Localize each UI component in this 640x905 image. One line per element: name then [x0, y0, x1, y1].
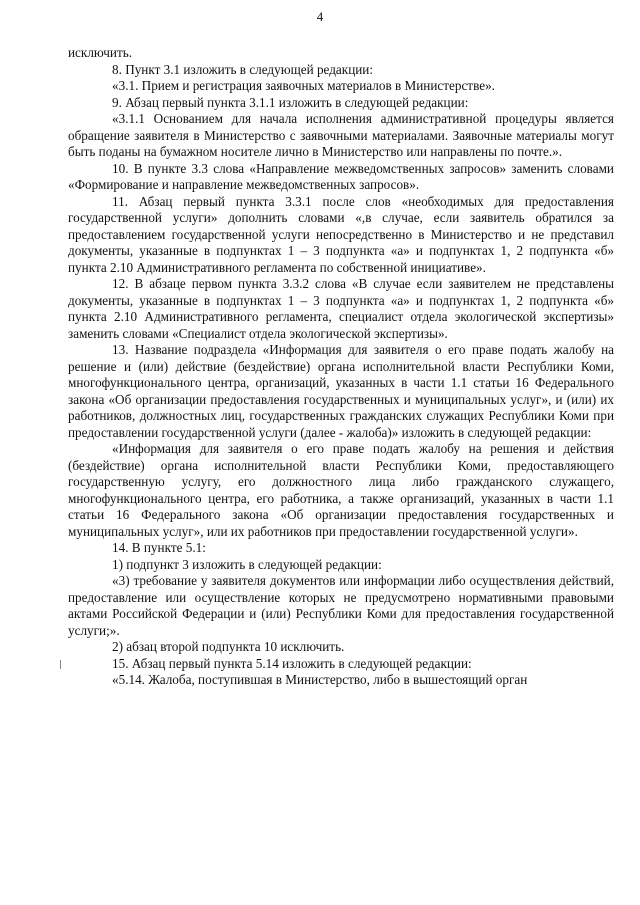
- paragraph: «Информация для заявителя о его праве подать жалобу на решения и действия (бездействие) органа исполнительной власти Республики Коми, предоставляющего государственную услугу, его должностного лица либо гражданского служащего, многофункционального центра, его работника, а также организаций, указанных в части 1.1 статьи 16 Федерального закона «Об организации предоставления государственных и муниципальных услуг», или их работников при предоставлении государственной услуги».: [68, 441, 614, 539]
- margin-mark: [60, 660, 61, 669]
- paragraph: 15. Абзац первый пункта 5.14 изложить в следующей редакции:: [112, 655, 472, 671]
- paragraph: исключить.: [68, 45, 133, 60]
- document-body: [68, 45, 614, 689]
- paragraph: 2) абзац второй подпункта 10 исключить.: [112, 639, 345, 654]
- paragraph: 11. Абзац первый пункта 3.3.1 после слов «необходимых для предоставления государственной услуги» дополнить словами «,в случае, если заявитель обратился за предоставлением государственной услуги непосредственно в Министерство и не представил документы, указанные в подпунктах 1 – 3 подпункта «а» и подпунктах 1, 2 подпункта «б» пункта 2.10 Административного регламента по собственной инициативе».: [68, 193, 614, 275]
- paragraph: «5.14. Жалоба, поступившая в Министерство, либо в вышестоящий орган: [112, 672, 528, 687]
- paragraph: «3.1. Прием и регистрация заявочных материалов в Министерстве».: [112, 78, 495, 93]
- paragraph: 8. Пункт 3.1 изложить в следующей редакции:: [112, 61, 374, 77]
- page-number: 4: [316, 9, 324, 24]
- paragraph: 14. В пункте 5.1:: [112, 540, 206, 555]
- paragraph: 10. В пункте 3.3 слова «Направление межведомственных запросов» заменить словами «Формирование и направление межведомственных запросов».: [68, 160, 614, 192]
- paragraph: 1) подпункт 3 изложить в следующей редакции:: [112, 556, 382, 572]
- paragraph: «3) требование у заявителя документов или информации либо осуществления действий, предоставление или осуществление которых не предусмотрено нормативными правовыми актами Российской Федерации и (или) Республики Коми для предоставления государственной услуги;».: [68, 573, 614, 638]
- paragraph: 13. Название подраздела «Информация для заявителя о его праве подать жалобу на решение и (или) действие (бездействие) органа исполнительной власти Республики Коми, многофункционального центра, организаций, указанных в части 1.1 статьи 16 Федерального закона «Об организации предоставления государственных и муниципальных услуг», и (или) их работников, должностных лиц, государственных гражданских служащих Республики Коми при предоставлении государственной услуги (далее - жалоба)» изложить в следующей редакции:: [68, 342, 614, 440]
- paragraph: «3.1.1 Основанием для начала исполнения административной процедуры является обращение заявителя в Министерство с заявочными материалами. Заявочные материалы могут быть поданы на бумажном носителе лично в Министерство или направлены по почте.».: [68, 111, 614, 159]
- paragraph: 9. Абзац первый пункта 3.1.1 изложить в следующей редакции:: [112, 94, 469, 110]
- paragraph: 12. В абзаце первом пункта 3.3.2 слова «В случае если заявителем не представлены документы, указанные в подпунктах 1 – 3 подпункта «а» и подпунктах 1, 2 подпункта «б» пункта 2.10 Административного регламента, специалист отдела экологической экспертизы» заменить словами «Специалист отдела экологической экспертизы».: [68, 276, 614, 341]
